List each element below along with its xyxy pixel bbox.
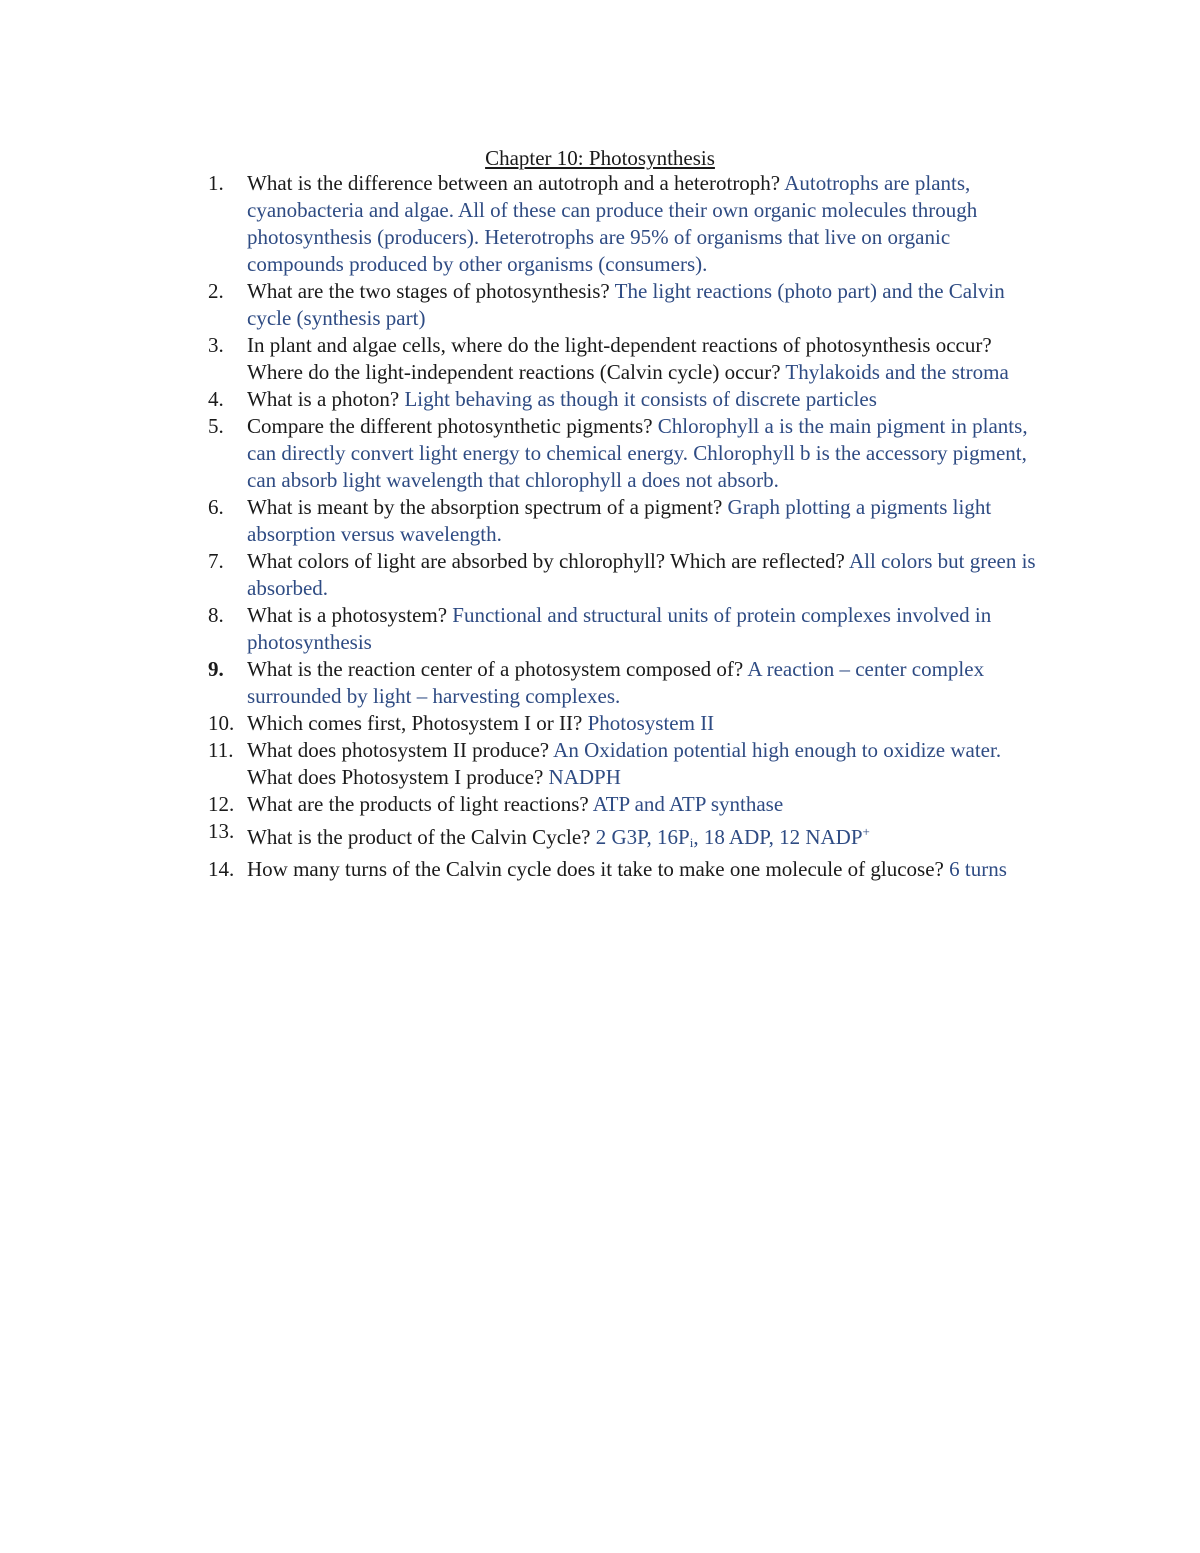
- answer-text: Photosystem II: [587, 711, 715, 735]
- question-number: 13.: [208, 819, 235, 843]
- question-text: What is a photon?: [247, 387, 405, 411]
- answer-text: A reaction – center complex surrounded by light – harvesting complexes.: [247, 657, 985, 708]
- answer-part: , 18 ADP, 12 NADP: [693, 825, 863, 849]
- answer-text: ATP and ATP synthase: [592, 792, 784, 816]
- answer-text: Light behaving as though it consists of discrete particles: [404, 387, 877, 411]
- question-number: 6.: [208, 495, 224, 519]
- question-number: 12.: [208, 792, 235, 816]
- answer-text: Chlorophyll a is the main pigment in plants, can directly convert light energy to chemical energy. Chlorophyll b is the accessory pigment, can absorb light wavelength that chlorophyll a does not absorb.: [247, 414, 1028, 492]
- question-number: 14.: [208, 857, 235, 881]
- answer-text-2: NADPH: [548, 765, 621, 789]
- question-text: Which comes first, Photosystem I or II?: [247, 711, 588, 735]
- answer-subscript: i: [689, 835, 694, 850]
- question-text: In plant and algae cells, where do the light-dependent reactions of photosynthesis occur? Where do the light-independent reactions (Calvin cycle) occur?: [247, 333, 992, 384]
- page-title: Chapter 10: Photosynthesis: [485, 146, 715, 170]
- answer-text: An Oxidation potential high enough to oxidize water.: [553, 738, 1002, 762]
- question-list: [208, 170, 1038, 883]
- question-text: What are the products of light reactions?: [247, 792, 593, 816]
- question-text: What is meant by the absorption spectrum of a pigment?: [247, 495, 728, 519]
- question-number: 1.: [208, 171, 224, 195]
- question-number: 7.: [208, 549, 224, 573]
- answer-text: [596, 825, 870, 849]
- answer-text: The light reactions (photo part) and the Calvin cycle (synthesis part): [247, 279, 1005, 330]
- answer-text: All colors but green is absorbed.: [247, 549, 1036, 600]
- question-number: 2.: [208, 279, 224, 303]
- answer-text: Functional and structural units of protein complexes involved in photosynthesis: [247, 603, 992, 654]
- question-text: What is the reaction center of a photosystem composed of?: [247, 657, 748, 681]
- question-text: How many turns of the Calvin cycle does it take to make one molecule of glucose?: [247, 857, 950, 881]
- list-item: [208, 791, 1038, 818]
- question-number: 4.: [208, 387, 224, 411]
- answer-superscript: +: [862, 824, 870, 839]
- question-number: 5.: [208, 414, 224, 438]
- question-text: What colors of light are absorbed by chlorophyll? Which are reflected?: [247, 549, 849, 573]
- answer-part: 2 G3P, 16P: [595, 825, 690, 849]
- question-text: Compare the different photosynthetic pigments?: [247, 414, 658, 438]
- question-number: 9.: [208, 657, 224, 681]
- list-item: [208, 656, 1038, 710]
- question-number: 3.: [208, 333, 224, 357]
- list-item: [208, 548, 1038, 602]
- question-text: What is the difference between an autotroph and a heterotroph?: [247, 171, 785, 195]
- question-number: 10.: [208, 711, 235, 735]
- answer-text: 6 turns: [949, 857, 1007, 881]
- list-item: [208, 332, 1038, 386]
- question-text-2: What does Photosystem I produce?: [247, 765, 549, 789]
- list-item: [208, 413, 1038, 494]
- answer-text: Graph plotting a pigments light absorption versus wavelength.: [247, 495, 992, 546]
- list-item: [208, 386, 1038, 413]
- list-item: [208, 737, 1038, 791]
- list-item: [208, 602, 1038, 656]
- question-text: What is a photosystem?: [247, 603, 453, 627]
- list-item: [208, 710, 1038, 737]
- list-item: [208, 278, 1038, 332]
- question-text: What does photosystem II produce?: [247, 738, 554, 762]
- answer-text: Autotrophs are plants, cyanobacteria and algae. All of these can produce their own organic molecules through photosynthesis (producers). Heterotrophs are 95% of organisms that live on organic compounds produced by other organisms (consumers).: [247, 171, 978, 276]
- list-item: [208, 818, 1038, 856]
- question-number: 11.: [208, 738, 234, 762]
- answer-text: Thylakoids and the stroma: [785, 360, 1009, 384]
- list-item: [208, 494, 1038, 548]
- question-text: What are the two stages of photosynthesis?: [247, 279, 615, 303]
- question-number: 8.: [208, 603, 224, 627]
- question-text: What is the product of the Calvin Cycle?: [247, 825, 596, 849]
- list-item: [208, 170, 1038, 278]
- list-item: [208, 856, 1038, 883]
